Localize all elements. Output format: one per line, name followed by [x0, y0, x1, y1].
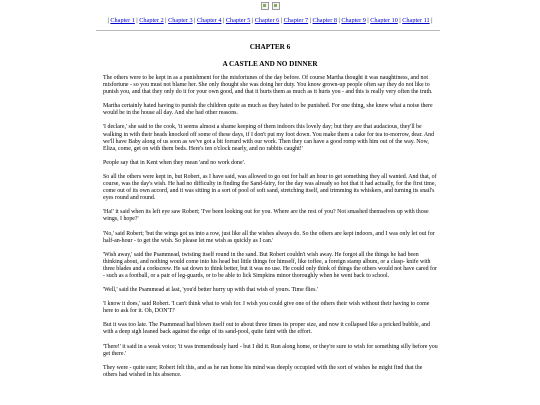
nav-link-chapter-2[interactable]: Chapter 2 — [139, 17, 164, 24]
nav-divider — [96, 30, 440, 31]
paragraph: 'Wish away,' said the Psammead, twisting itself round in the sand. But Robert couldn't wish away. He forgot all the things he had been thinking about, and nothing would come into his head but little things for himself, like toffee, a foreign stamp album, or a clasp- knife with three blades and a corkscrew. He sat down to think better, but it was no use. He could only think of things the others would not have cared for - such as a football, or a pair of leg-guards, or to be able to lick Simpkins minor thoroughly when he went back to school. — [103, 251, 437, 279]
nav-separator: | — [431, 17, 433, 24]
nav-separator: | — [251, 17, 254, 24]
paragraph: People say that in Kent when they mean 'and no work done'. — [103, 159, 246, 166]
nav-separator: | — [136, 17, 138, 24]
paragraph: But it was too late. The Psammead had blown itself out to about three times its proper size, and now it collapsed like a pricked bubble, and with a deep sigh leaned back against the edge of its sand-pool, quite faint with the effort. — [103, 322, 430, 336]
paragraph: The others were to be kept in as a punishment for the misfortunes of the day before. Of course Martha thought it was naughtiness, and not misfortune - so you must not blame her. She only thought she was doing her duty. You know grown-up people often say they do not like to punish you, and that they only do it for your own good, and that it hurts them as much as it hurts you - and this is really very often the truth. — [103, 75, 433, 96]
nav-link-chapter-5[interactable]: Chapter 5 — [225, 17, 251, 24]
paragraph: 'Ha!' it said when its left eye saw Robert; 'I've been looking out for you. Where are the rest of you? Not smashed themselves up with those wings, I hope?' — [103, 209, 429, 223]
paragraph: 'There!' it said in a weak voice; 'it was tremendously hard - but I did it. Run along home, or they're sure to wish for something silly before you get there.' — [103, 343, 438, 357]
nav-separator: | — [165, 17, 167, 24]
nav-separator: | — [107, 17, 109, 24]
chapter-title: A CASTLE AND NO DINNER — [222, 60, 318, 68]
broken-image-icon — [272, 2, 280, 10]
chapter-body — [103, 75, 438, 386]
nav-separator: | — [367, 17, 369, 24]
nav-link-chapter-10[interactable]: Chapter 10 — [370, 17, 398, 24]
nav-link-chapter-8[interactable]: Chapter 8 — [312, 17, 337, 24]
broken-image-icon — [261, 2, 269, 10]
paragraph: 'I know it does,' said Robert. 'I can't think what to wish for. I wish you could give one of the others their wish without their having to come here to ask for it. Oh, DON'T!' — [103, 301, 430, 315]
nav-separator: | — [280, 17, 283, 24]
paragraph: So all the others were kept in, but Robert, as I have said, was allowed to go out for half an hour to get something they all wanted. And that, of course, was the day's wish. He had no difficulty in finding the Sand-fairy, for the day was already so hot that it had actually, for the first time, come out of its own accord, and it was sitting in a sort of pool of soft sand, stretching itself, and trimming its whiskers, and turning its snail's eyes round and round. — [103, 173, 437, 202]
chapter-navigation — [92, 16, 448, 25]
nav-separator: | — [338, 17, 340, 24]
paragraph: 'No,' said Robert; 'but the wings got us into a row, just like all the wishes always do. So the others are kept indoors, and I was only let out for half-an-hour - to get the wish. So please let me wish as quickly as I can.' — [103, 230, 435, 244]
nav-link-chapter-7[interactable]: Chapter 7 — [283, 17, 309, 24]
nav-separator: | — [309, 17, 311, 24]
nav-separator: | — [194, 17, 196, 24]
paragraph: They were - quite sure; Robert felt this, and as he ran home his mind was deeply occupied with the sort of wishes he might find that the others had wished in his absence. — [103, 364, 423, 378]
nav-link-chapter-3[interactable]: Chapter 3 — [168, 17, 193, 24]
paragraph: 'I declare,' she said to the cook, 'it seems almost a shame keeping of them indoors this lovely day; but they are that audacious, they'll be walking in with their heads knocked off some of these days, if I don't put my foot down. You make them a cake for tea to-morrow, dear. And we'll have Baby along of us soon as we've got a bit forrard with our work. Then they can have a good romp with him out of the way. Now, Eliza, come, get on with them beds. Here's ten o'clock nearly, and no rabbits caught!' — [103, 124, 435, 152]
paragraph: 'Well,' said the Psammead at last, 'you'd better hurry up with that wish of yours. Time flies.' — [103, 287, 318, 294]
nav-link-chapter-1[interactable]: Chapter 1 — [110, 17, 135, 24]
nav-separator: | — [223, 17, 225, 24]
chapter-number: CHAPTER 6 — [249, 43, 291, 51]
nav-link-chapter-4[interactable]: Chapter 4 — [197, 17, 222, 24]
header-images — [0, 2, 540, 11]
nav-link-chapter-9[interactable]: Chapter 9 — [341, 17, 366, 24]
nav-link-chapter-11[interactable]: Chapter 11 — [402, 17, 430, 24]
nav-separator: | — [399, 17, 401, 24]
nav-link-chapter-6[interactable]: Chapter 6 — [254, 17, 280, 24]
paragraph: Martha certainly hated having to punish the children quite as much as they hated to be punished. For one thing, she knew what a noise there would be in the house all day. And she had other reasons. — [103, 103, 433, 117]
